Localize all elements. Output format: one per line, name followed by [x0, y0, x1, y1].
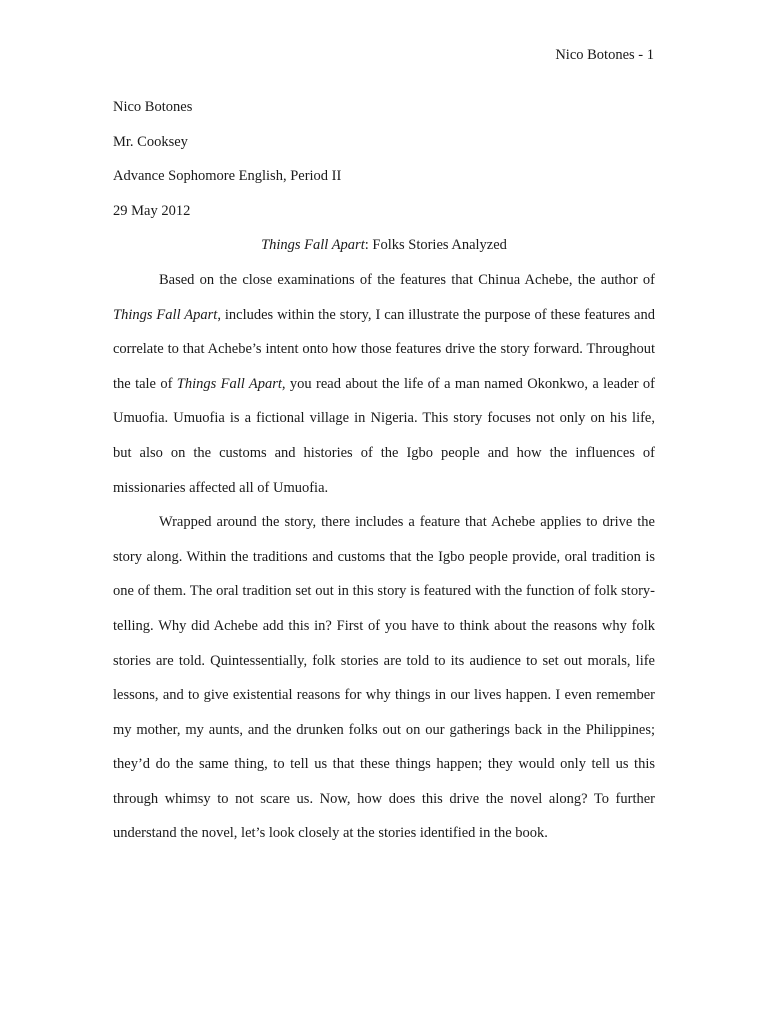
course-name: Advance Sophomore English, Period II — [113, 168, 342, 185]
paragraph-1-part-3: you read about the life of a man named Okonkwo, a leader of Umuofia. Umuofia is a fictional village in Nigeria. This story focuses not only on his life, but also on the customs and histories of the Igbo people and how the influences of missionaries affected all of Umuofia. — [113, 375, 656, 496]
title-italic-part: Things Fall Apart — [261, 237, 365, 254]
essay-body — [113, 90, 655, 851]
essay-date: 29 May 2012 — [113, 202, 191, 219]
paragraph-1 — [113, 263, 655, 505]
teacher-name: Mr. Cooksey — [113, 133, 188, 150]
essay-title — [113, 228, 655, 263]
student-name: Nico Botones — [113, 99, 193, 115]
paragraph-1-part-2: , includes within the story, I can illustrate the purpose of these features and correlate to that Achebe’s intent onto how those features drive the story forward. Throughout the tale of — [113, 306, 655, 392]
paragraph-1-part-1: Based on the close examinations of the features that Chinua Achebe, the author of — [159, 271, 655, 288]
title-rest: : Folks Stories Analyzed — [364, 237, 507, 254]
paragraph-1-book-title-1: Things Fall Apart — [113, 306, 218, 323]
running-head: Nico Botones - 1 — [555, 47, 654, 63]
paragraph-2: Wrapped around the story, there includes a feature that Achebe applies to drive the story along. Within the traditions and customs that the Igbo people provide, oral tradition is one of them. The oral tradition set out in this story is featured with the function of folk story-telling. Why did Achebe add this in? First of you have to think about the reasons why folk stories are told. Quintessentially, folk stories are told to its audience to set out morals, life lessons, and to give existential reasons for why things in our lives happen. I even remember my mother, my aunts, and the drunken folks out on our gatherings back in the Philippines; they’d do the same thing, to tell us that these things happen; they would only tell us this through whimsy to not scare us. Now, how does this drive the novel along? To further understand the novel, let’s look closely at the stories identified in the book. — [113, 514, 655, 842]
paragraph-1-book-title-2: Things Fall Apart, — [176, 375, 286, 392]
